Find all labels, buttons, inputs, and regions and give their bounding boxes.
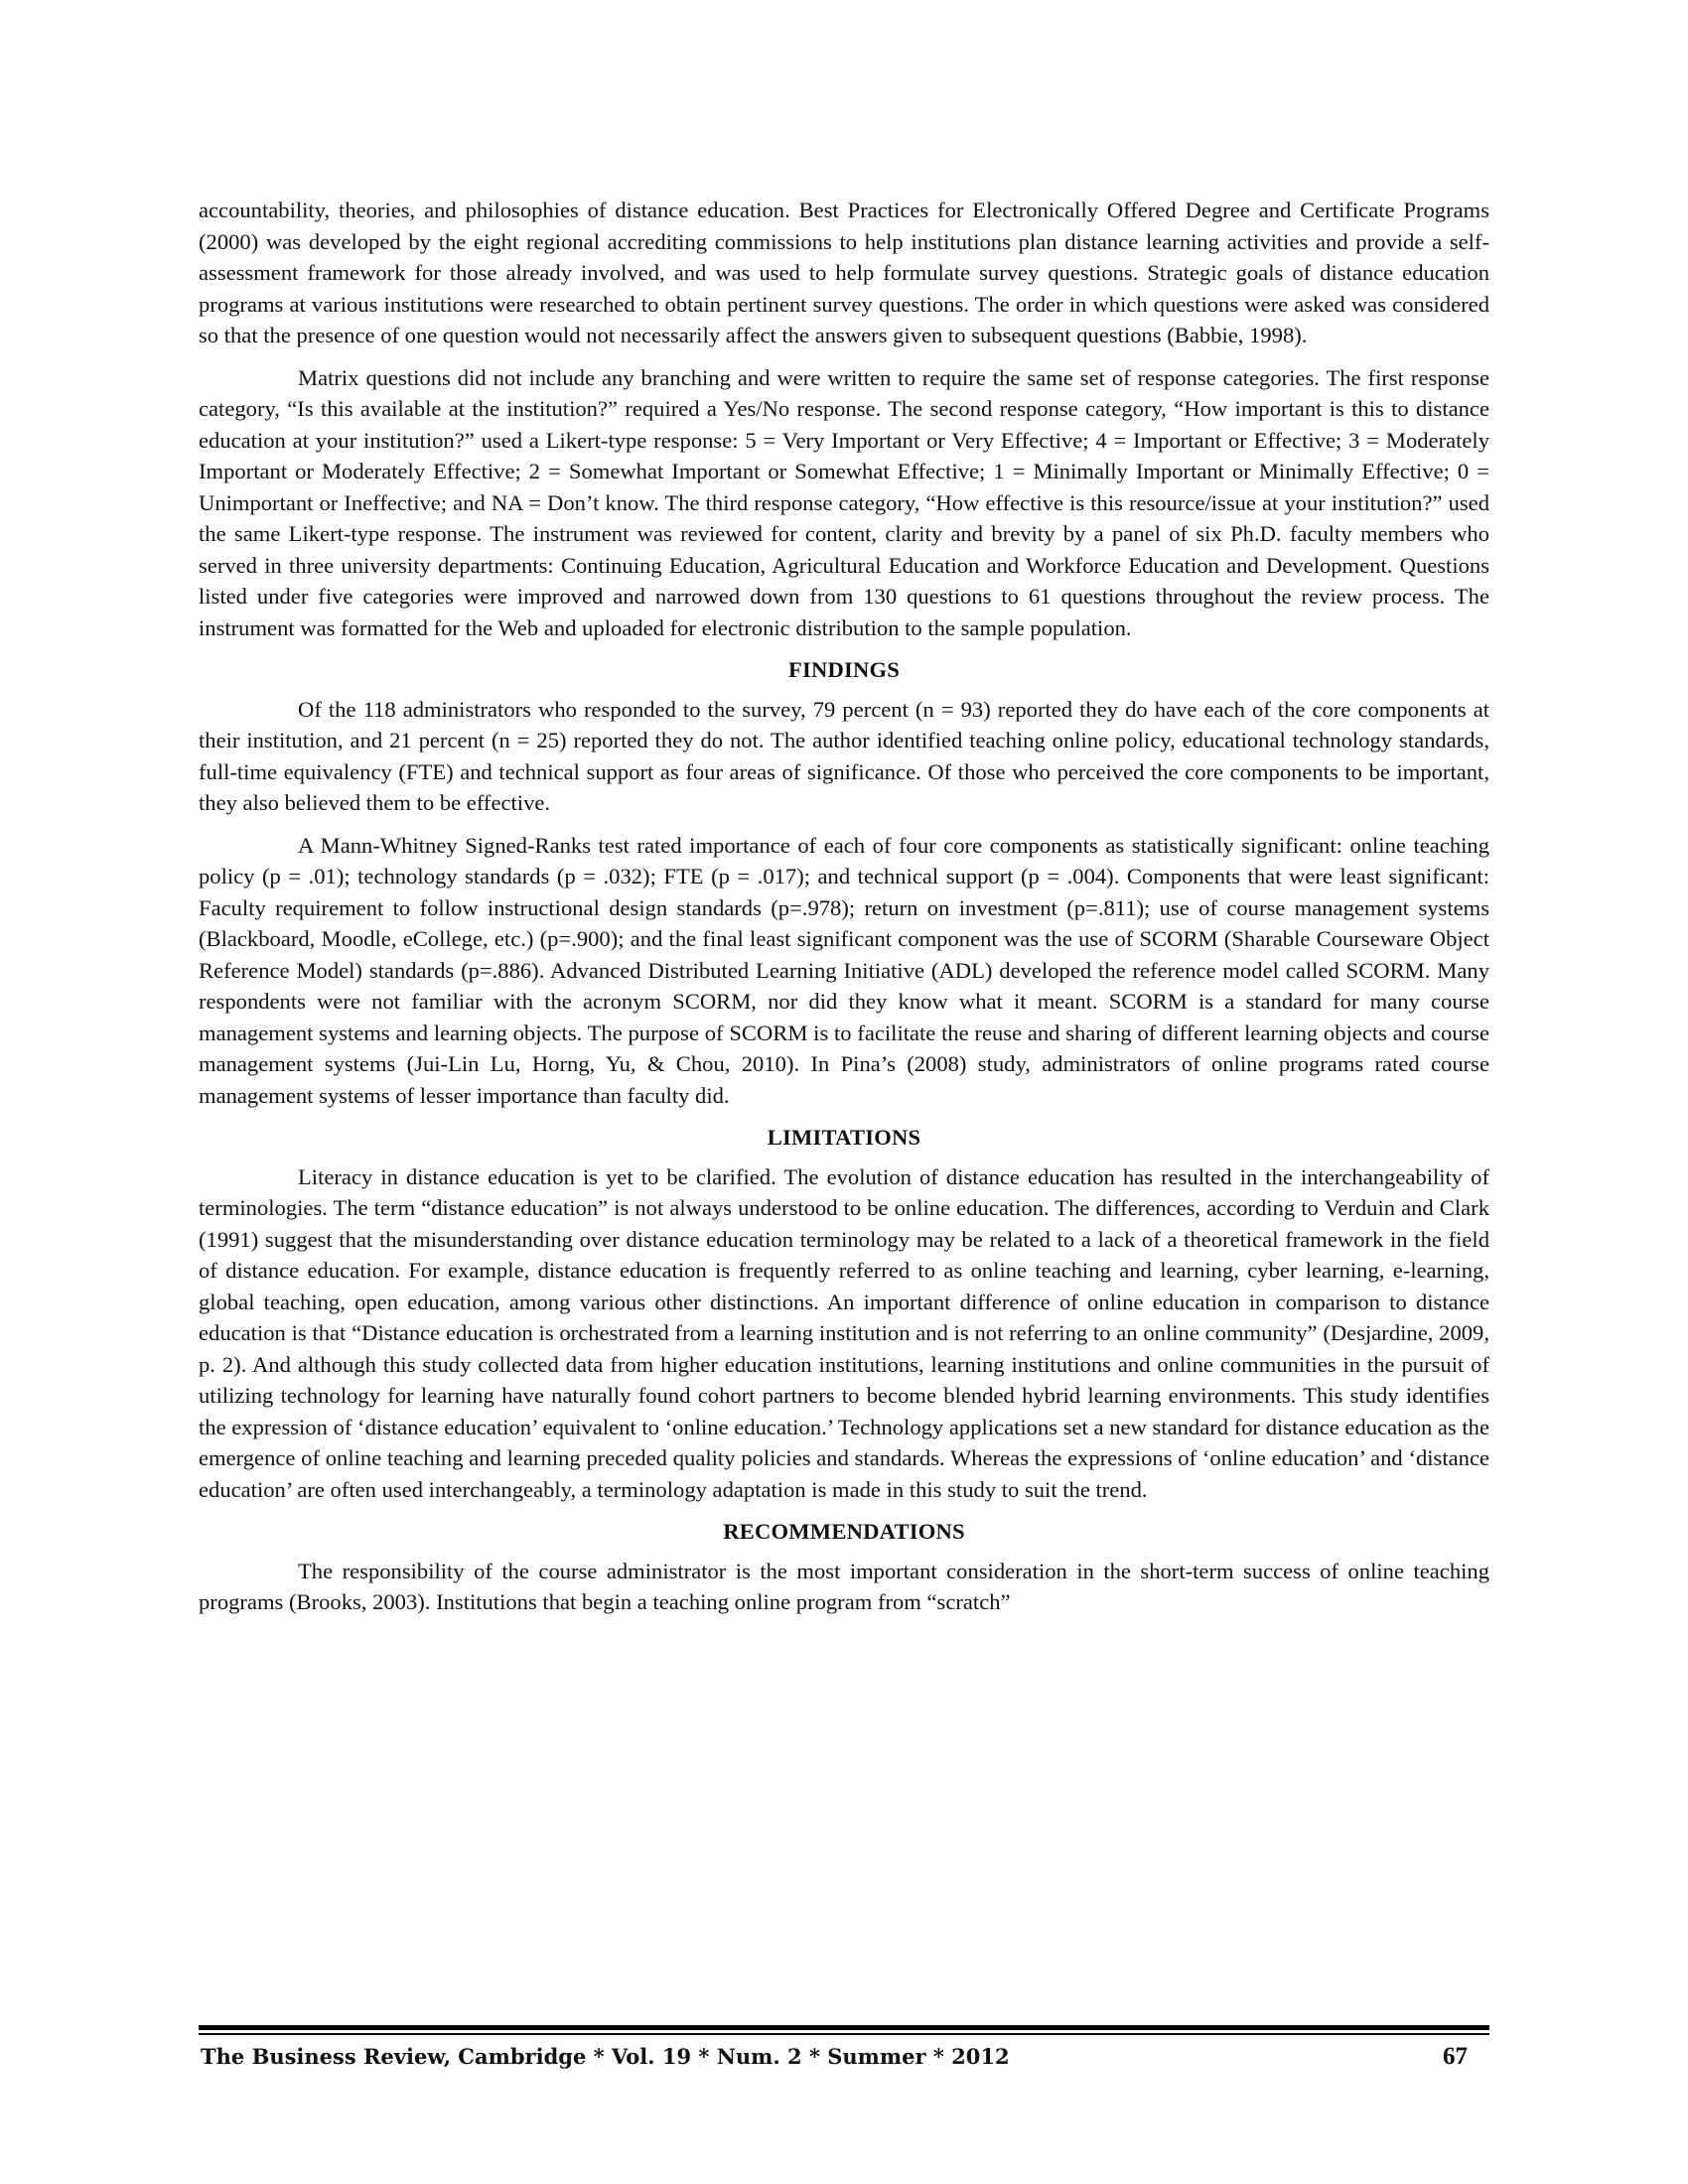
article-body: [199, 195, 1489, 1629]
page-footer: [201, 2043, 1487, 2071]
journal-citation: The Business Review, Cambridge * Vol. 19 * Num. 2 * Summer * 2012: [201, 2044, 1010, 2069]
footer-rule-thin: [199, 2033, 1489, 2035]
paragraph-matrix-questions: Matrix questions did not include any branching and were written to require the same set of response categories. The first response category, “Is this available at the institution?” required a Yes/No response. The second response category, “How important is this to distance education at your institution?” used a Likert-type response: 5 = Very Important or Very Effective; 4 = Important or Effective; 3 = Moderately Important or Moderately Effective; 2 = Somewhat Important or Somewhat Effective; 1 = Minimally Important or Minimally Effective; 0 = Unimportant or Ineffective; and NA = Don’t know. The third response category, “How effective is this resource/issue at your institution?” used the same Likert-type response. The instrument was reviewed for content, clarity and brevity by a panel of six Ph.D. faculty members who served in three university departments: Continuing Education, Agricultural Education and Workforce Education and Development. Questions listed under five categories were improved and narrowed down from 130 questions to 61 questions throughout the review process. The instrument was formatted for the Web and uploaded for electronic distribution to the sample population.: [199, 364, 1489, 640]
heading-recommendations: RECOMMENDATIONS: [723, 1519, 965, 1544]
paragraph-recommendations: The responsibility of the course administrator is the most important consideration in the short-term success of online teaching programs (Brooks, 2003). Institutions that begin a teaching online program from “scratch”: [199, 1558, 1489, 1614]
heading-findings: FINDINGS: [787, 657, 901, 682]
paragraph-findings-respondents: Of the 118 administrators who responded to the survey, 79 percent (n = 93) reported they do have each of the core components at their institution, and 21 percent (n = 25) reported they do not. The author identified teaching online policy, educational technology standards, full-time equivalency (FTE) and technical support as four areas of significance. Of those who perceived the core components to be important, they also believed them to be effective.: [199, 696, 1489, 815]
paragraph-survey-design: accountability, theories, and philosophies of distance education. Best Practices for Electronically Offered Degree and Certificate Programs (2000) was developed by the eight regional accrediting commissions to help institutions plan distance learning activities and provide a self-assessment framework for those already involved, and was used to help formulate survey questions. Strategic goals of distance education programs at various institutions were researched to obtain pertinent survey questions. The order in which questions were asked was considered so that the presence of one question would not necessarily affect the answers given to subsequent questions (Babbie, 1998).: [199, 198, 1489, 347]
heading-limitations: LIMITATIONS: [767, 1125, 921, 1150]
page-number: 67: [1443, 2043, 1468, 2070]
paragraph-limitations: Literacy in distance education is yet to be clarified. The evolution of distance education has resulted in the interchangeability of terminologies. The term “distance education” is not always understood to be online education. The differences, according to Verduin and Clark (1991) suggest that the misunderstanding over distance education terminology may be related to a lack of a theoretical framework in the field of distance education. For example, distance education is frequently referred to as online teaching and learning, cyber learning, e-learning, global teaching, open education, among various other distinctions. An important difference of online education in comparison to distance education is that “Distance education is orchestrated from a learning institution and is not referring to an online community” (Desjardine, 2009, p. 2). And although this study collected data from higher education institutions, learning institutions and online communities in the pursuit of utilizing technology for learning have naturally found cohort partners to become blended hybrid learning environments. This study identifies the expression of ‘distance education’ equivalent to ‘online education.’ Technology applications set a new standard for distance education as the emergence of online teaching and learning preceded quality policies and standards. Whereas the expressions of ‘online education’ and ‘distance education’ are often used interchangeably, a terminology adaptation is made in this study to suit the trend.: [199, 1163, 1489, 1502]
footer-rule-thick: [199, 2025, 1489, 2030]
paragraph-findings-mann-whitney: A Mann-Whitney Signed-Ranks test rated importance of each of four core components as statistically significant: online teaching policy (p = .01); technology standards (p = .032); FTE (p = .017); and technical support (p = .004). Components that were least significant: Faculty requirement to follow instructional design standards (p=.978); return on investment (p=.811); use of course management systems (Blackboard, Moodle, eCollege, etc.) (p=.900); and the final least significant component was the use of SCORM (Sharable Courseware Object Reference Model) standards (p=.886). Advanced Distributed Learning Initiative (ADL) developed the reference model called SCORM. Many respondents were not familiar with the acronym SCORM, nor did they know what it meant. SCORM is a standard for many course management systems and learning objects. The purpose of SCORM is to facilitate the reuse and sharing of different learning objects and course management systems (Jui-Lin Lu, Horng, Yu, & Chou, 2010). In Pina’s (2008) study, administrators of online programs rated course management systems of lesser importance than faculty did.: [199, 832, 1489, 1108]
